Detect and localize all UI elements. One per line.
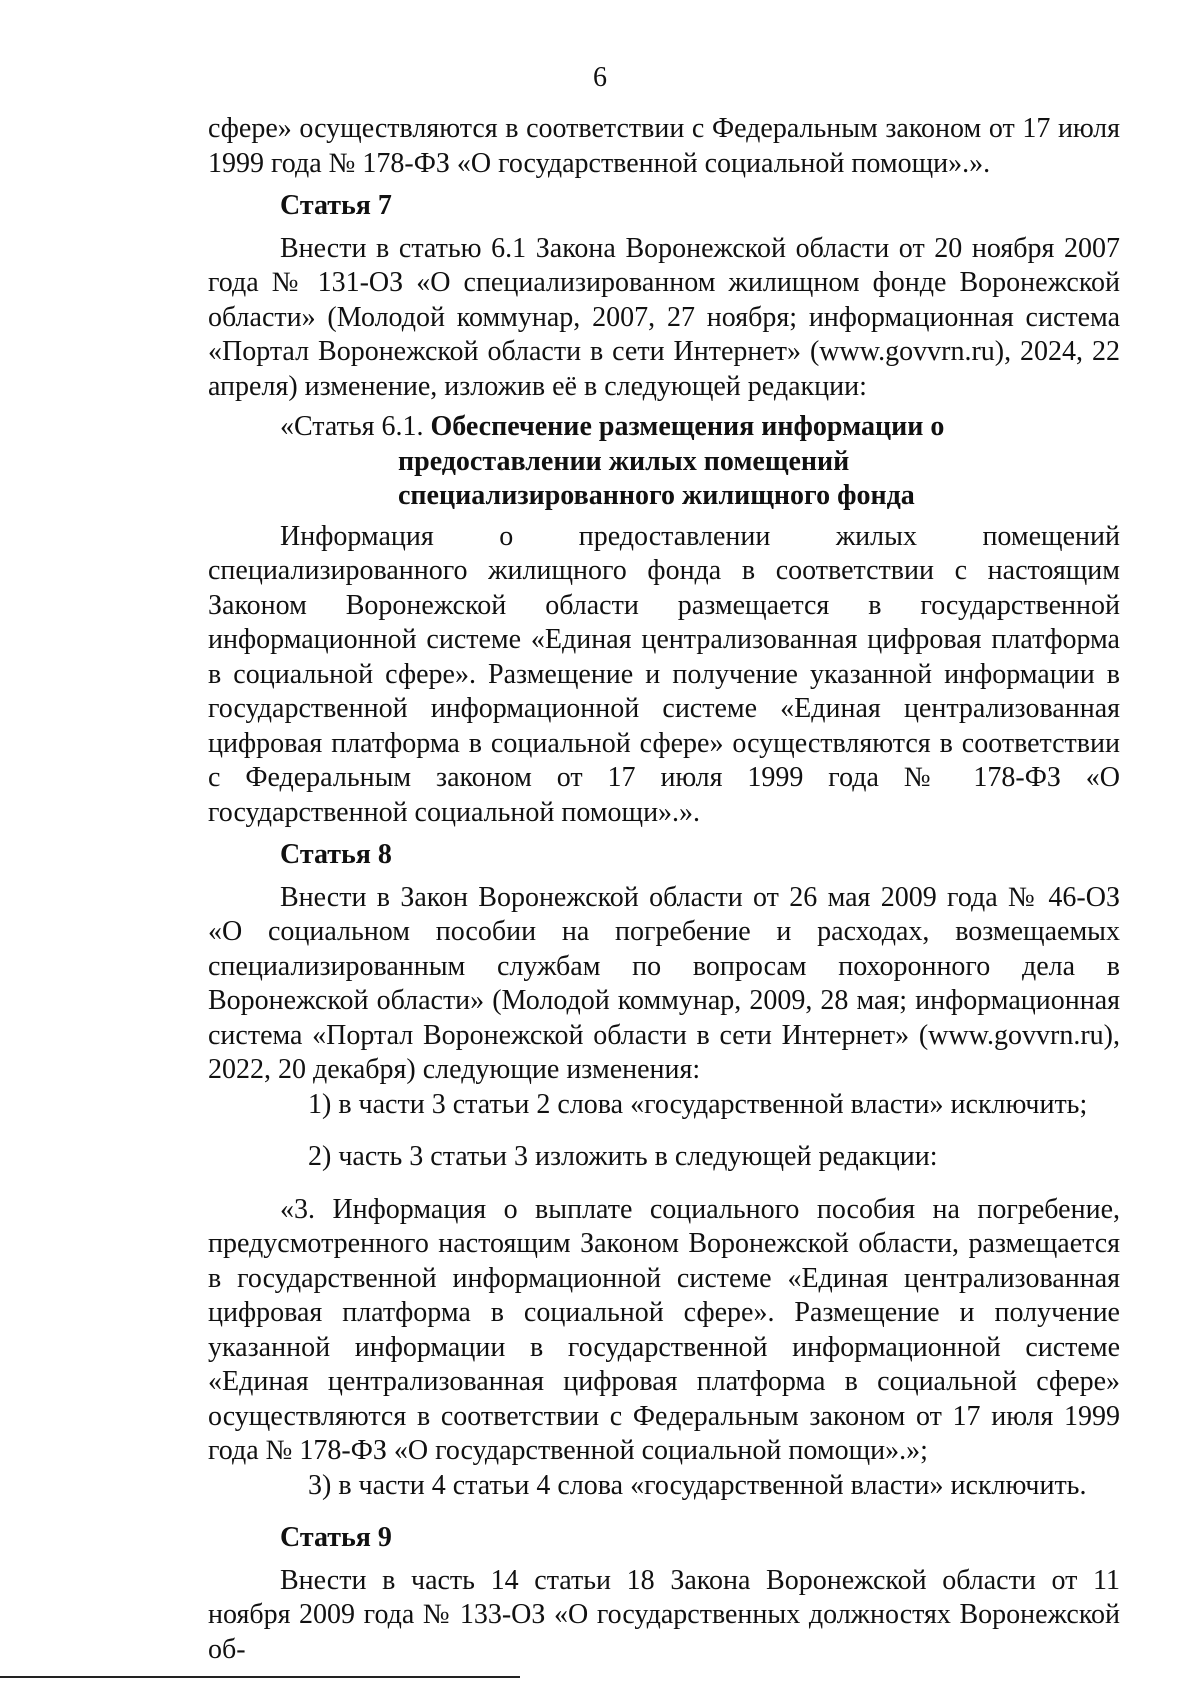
article-8-item-1: 1) в части 3 статьи 2 слова «государственной власти» исключить;: [308, 1088, 1088, 1120]
article-8-item-3: 3) в части 4 статьи 4 слова «государственной власти» исключить.: [308, 1469, 1087, 1501]
article-6-1-title-bold: Обеспечение размещения информации о: [430, 411, 945, 442]
document-body: [208, 112, 1120, 1667]
article-8-item-2: 2) часть 3 статьи 3 изложить в следующей редакции:: [308, 1141, 938, 1172]
article-6-1-title-line-2: предоставлении жилых помещений: [398, 445, 850, 477]
scan-edge-line: [0, 1676, 520, 1678]
article-8-heading: Статья 8: [280, 839, 392, 870]
article-8-quoted-part-3: «3. Информация о выплате социального пособия на погребение, предусмотренного настоящим Законом Воронежской области, размещается в государственной информационной системе «Единая централизованная цифровая платформа в социальной сфере». Размещение и получение указанной информации в государственной информационной системе «Единая централизованная цифровая платформа в социальной сфере» осуществляются в соответствии с Федеральным законом от 17 июля 1999 года № 178-ФЗ «О государственной социальной помощи».»;: [208, 1193, 1120, 1466]
page-number: 6: [593, 62, 607, 93]
article-7-text: Внести в статью 6.1 Закона Воронежской области от 20 ноября 2007 года № 131-ОЗ «О специализированном жилищном фонде Воронежской области» (Молодой коммунар, 2007, 27 ноября; информационная система «Портал Воронежской области в сети Интернет» (www.govvrn.ru), 2024, 22 апреля) изменение, изложив её в следующей редакции:: [208, 232, 1120, 402]
paragraph-continuation: сфере» осуществляются в соответствии с Федеральным законом от 17 июля 1999 года № 178-ФЗ «О государственной социальной помощи».».: [208, 113, 1120, 179]
article-7-heading: Статья 7: [280, 190, 392, 221]
article-6-1-title-prefix: «Статья 6.1.: [280, 411, 431, 442]
article-6-1-title-line-3: специализированного жилищного фонда: [398, 480, 915, 511]
article-9-text: Внести в часть 14 статьи 18 Закона Воронежской области от 11 ноября 2009 года № 133-ОЗ «О государственных должностях Воронежской об-: [208, 1564, 1120, 1665]
article-9-heading: Статья 9: [280, 1522, 392, 1553]
article-8-text: Внести в Закон Воронежской области от 26 мая 2009 года № 46-ОЗ «О социальном пособии на погребение и расходах, возмещаемых специализированным службам по вопросам похоронного дела в Воронежской области» (Молодой коммунар, 2009, 28 мая; информационная система «Портал Воронежской области в сети Интернет» (www.govvrn.ru), 2022, 20 декабря) следующие изменения:: [208, 881, 1120, 1085]
article-6-1-text: Информация о предоставлении жилых помещений специализированного жилищного фонда в соответствии с настоящим Законом Воронежской области размещается в государственной информационной системе «Единая централизованная цифровая платформа в социальной сфере». Размещение и получение указанной информации в государственной информационной системе «Единая централизованная цифровая платформа в социальной сфере» осуществляются в соответствии с Федеральным законом от 17 июля 1999 года № 178-ФЗ «О государственной социальной помощи».».: [208, 520, 1120, 828]
article-6-1-title: [280, 410, 1120, 445]
